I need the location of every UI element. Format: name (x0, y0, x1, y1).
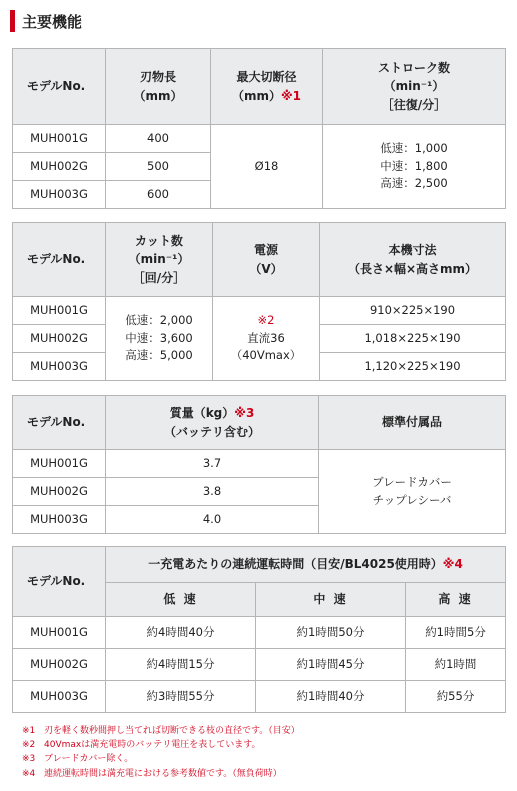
header-weight (106, 396, 319, 450)
stroke-cell: 低速：1,000 中速：1,800 高速：2,500 (323, 125, 506, 209)
spec-table-4 (12, 546, 506, 713)
footnote-mark: ※2 (22, 740, 36, 751)
model-cell: MUH003G (13, 681, 106, 713)
weight-cell: 3.7 (106, 450, 319, 478)
header-model: モデルNo. (13, 396, 106, 450)
note-mark-3: ※3 (234, 405, 255, 420)
blade-length-cell: 600 (106, 181, 211, 209)
footnote-mark: ※4 (22, 768, 36, 779)
subheader-low: 低 速 (106, 583, 256, 617)
header-max-cut-label: 最大切断径 （mm） (231, 69, 297, 103)
power-value: 直流36 （40Vmax） (230, 330, 302, 363)
footnote (22, 752, 300, 766)
weight-cell: 3.8 (106, 478, 319, 506)
header-weight-label: 質量（kg） (169, 405, 235, 420)
note-mark-1: ※1 (281, 88, 302, 103)
runtime-low-cell: 約4時間15分 (106, 649, 256, 681)
footnote-text: ブレードカバー除く。 (44, 754, 134, 765)
header-runtime-label: 一充電あたりの連続運転時間（目安/BL4025使用時） (148, 557, 443, 572)
note-mark-2: ※2 (257, 312, 275, 327)
spec-table-3 (12, 395, 506, 534)
dimensions-cell: 910×225×190 (320, 297, 506, 325)
runtime-high-cell: 約1時間 (406, 649, 506, 681)
runtime-low-cell: 約3時間55分 (106, 681, 256, 713)
accessories-cell: ブレードカバー チップレシーバ (319, 450, 506, 534)
model-cell: MUH001G (13, 297, 106, 325)
subheader-high: 高 速 (406, 583, 506, 617)
dimensions-cell: 1,120×225×190 (320, 353, 506, 381)
footnotes (22, 724, 300, 781)
header-accessories: 標準付属品 (319, 396, 506, 450)
model-cell: MUH003G (13, 181, 106, 209)
spec-table-2 (12, 222, 506, 381)
header-model: モデルNo. (13, 223, 106, 297)
model-cell: MUH002G (13, 153, 106, 181)
header-max-cut (211, 49, 323, 125)
model-cell: MUH002G (13, 649, 106, 681)
weight-cell: 4.0 (106, 506, 319, 534)
model-cell: MUH003G (13, 506, 106, 534)
heading-accent-bar (10, 10, 15, 32)
footnote (22, 724, 300, 738)
model-cell: MUH003G (13, 353, 106, 381)
header-cut-count: カット数 （min⁻¹） ［回/分］ (106, 223, 213, 297)
footnote (22, 767, 300, 781)
footnote-text: 40Vmaxは満充電時のバッテリ電圧を表しています。 (44, 740, 261, 751)
cut-count-cell: 低速：2,000 中速：3,600 高速：5,000 (106, 297, 213, 381)
blade-length-cell: 400 (106, 125, 211, 153)
runtime-low-cell: 約4時間40分 (106, 617, 256, 649)
header-model: モデルNo. (13, 547, 106, 617)
footnote-mark: ※1 (22, 726, 36, 736)
header-model: モデルNo. (13, 49, 106, 125)
heading-title: 主要機能 (22, 12, 83, 31)
note-mark-4: ※4 (442, 557, 463, 572)
power-cell (213, 297, 320, 381)
model-cell: MUH001G (13, 450, 106, 478)
footnote-mark: ※3 (22, 754, 36, 765)
runtime-mid-cell: 約1時間40分 (256, 681, 406, 713)
header-dimensions: 本機寸法 （長さ×幅×高さmm） (320, 223, 506, 297)
runtime-mid-cell: 約1時間50分 (256, 617, 406, 649)
model-cell: MUH001G (13, 125, 106, 153)
model-cell: MUH002G (13, 325, 106, 353)
runtime-mid-cell: 約1時間45分 (256, 649, 406, 681)
header-power: 電源 （V） (213, 223, 320, 297)
header-weight-sub: （バッテリ含む） (163, 424, 260, 439)
subheader-mid: 中 速 (256, 583, 406, 617)
section-heading (10, 10, 82, 32)
header-stroke: ストローク数 （min⁻¹） ［往復/分］ (323, 49, 506, 125)
spec-table-1 (12, 48, 506, 209)
header-runtime (106, 547, 506, 583)
footnote-text: 連続運転時間は満充電における参考数値です。（無負荷時） (44, 768, 282, 779)
header-blade-length: 刃物長 （mm） (106, 49, 211, 125)
blade-length-cell: 500 (106, 153, 211, 181)
footnote (22, 738, 300, 752)
runtime-high-cell: 約1時間5分 (406, 617, 506, 649)
runtime-high-cell: 約55分 (406, 681, 506, 713)
footnote-text: 刃を軽く数秒間押し当てれば切断できる枝の直径です。（目安） (44, 726, 300, 736)
dimensions-cell: 1,018×225×190 (320, 325, 506, 353)
model-cell: MUH001G (13, 617, 106, 649)
model-cell: MUH002G (13, 478, 106, 506)
max-cut-cell: Ø18 (211, 125, 323, 209)
